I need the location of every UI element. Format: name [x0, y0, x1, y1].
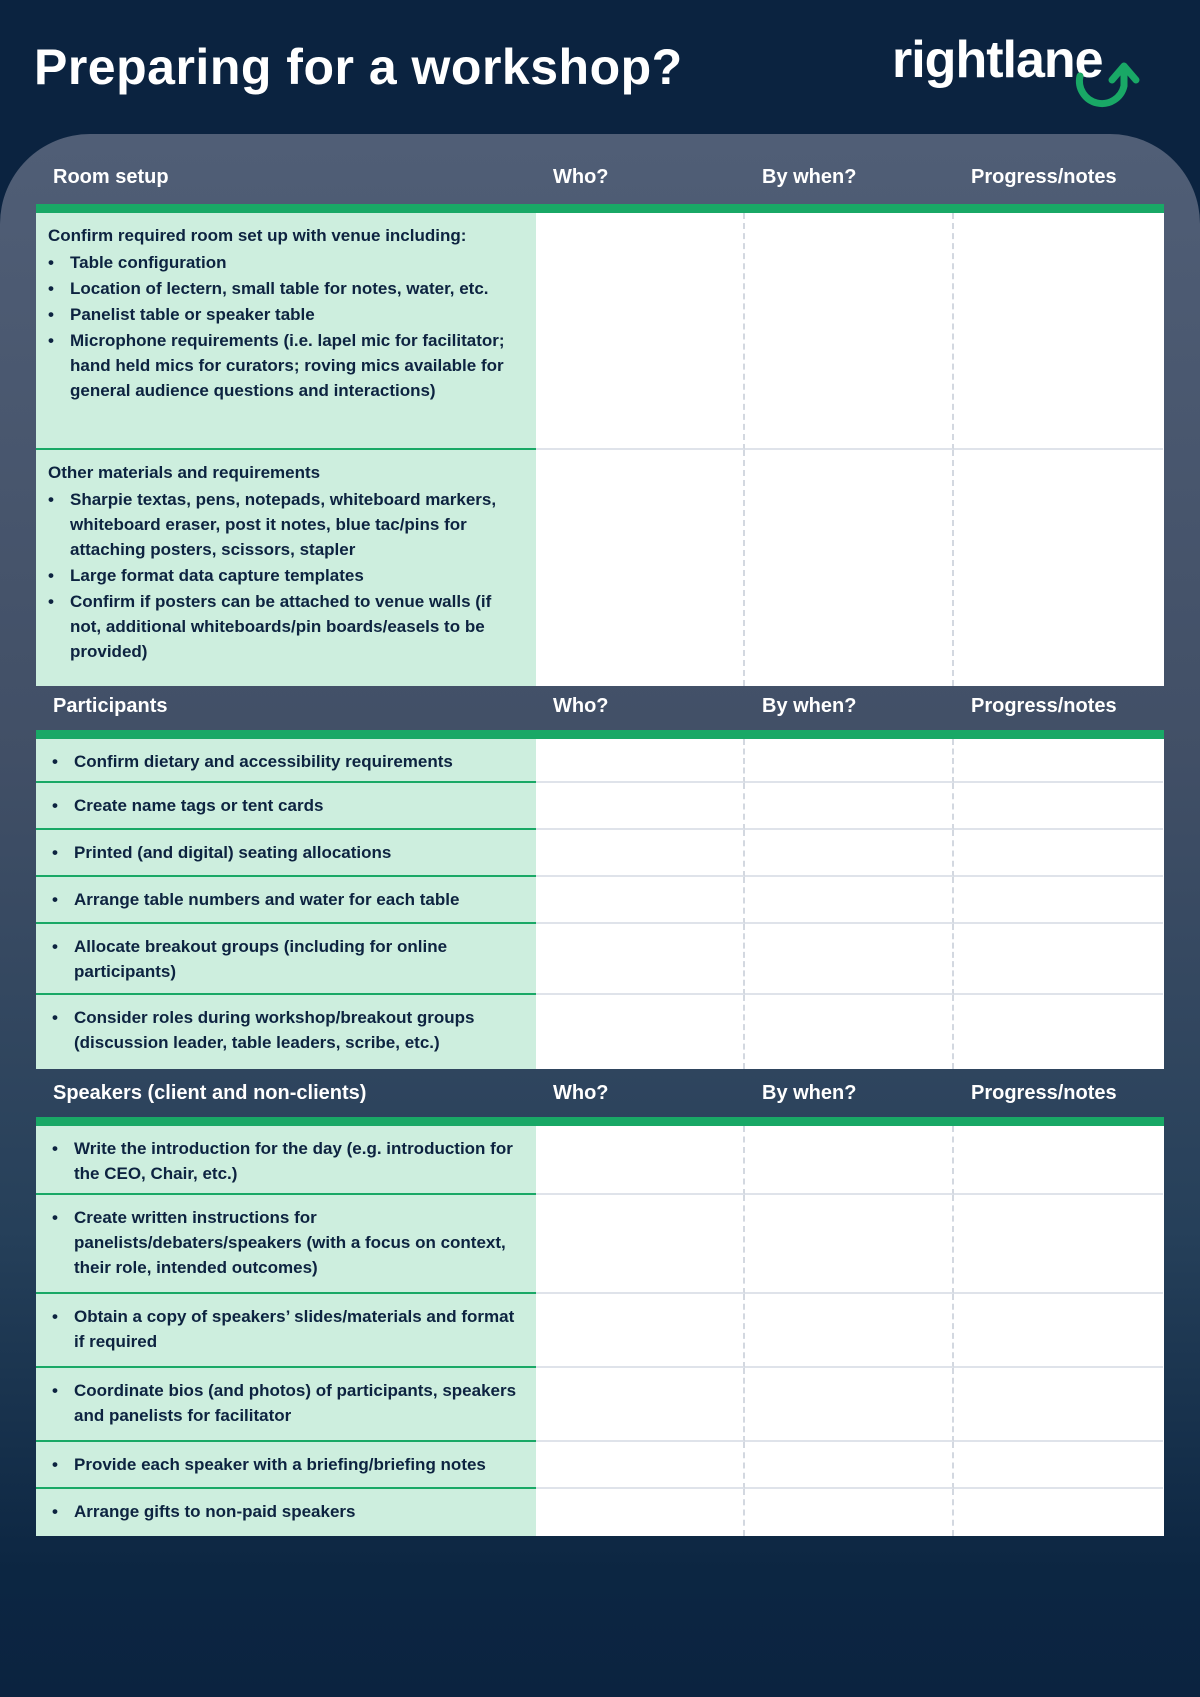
- section-title: Speakers (client and non-clients): [53, 1081, 367, 1104]
- who-cell[interactable]: [536, 1126, 745, 1195]
- task-cell: [36, 213, 536, 450]
- list-item: • Arrange gifts to non-paid speakers: [52, 1499, 522, 1524]
- who-cell[interactable]: [536, 450, 745, 686]
- list-item: • Table configuration: [48, 250, 522, 275]
- list-item: • Coordinate bios (and photos) of participants, speakers and panelists for facilitator: [52, 1378, 522, 1428]
- list-item: • Arrange table numbers and water for each table: [52, 887, 522, 912]
- table-row: [36, 1442, 1164, 1489]
- table-row: [36, 1368, 1164, 1442]
- progress-cell[interactable]: [954, 783, 1163, 830]
- who-cell[interactable]: [536, 783, 745, 830]
- column-who: Who?: [553, 695, 609, 717]
- by-when-cell[interactable]: [745, 213, 954, 450]
- task-cell: [36, 1294, 536, 1368]
- table-row: [36, 739, 1164, 783]
- who-cell[interactable]: [536, 995, 745, 1069]
- by-when-cell[interactable]: [745, 739, 954, 783]
- list-item: • Create written instructions for panelists/debaters/speakers (with a focus on context, their role, intended outcomes): [52, 1205, 522, 1280]
- task-cell: [36, 450, 536, 686]
- by-when-cell[interactable]: [745, 1294, 954, 1368]
- table-row: [36, 1294, 1164, 1368]
- task-cell: [36, 1442, 536, 1489]
- task-cell: [36, 877, 536, 924]
- by-when-cell[interactable]: [745, 1489, 954, 1536]
- progress-cell[interactable]: [954, 830, 1163, 877]
- list-item: • Write the introduction for the day (e.g. introduction for the CEO, Chair, etc.): [52, 1136, 522, 1186]
- progress-cell[interactable]: [954, 1294, 1163, 1368]
- by-when-cell[interactable]: [745, 877, 954, 924]
- list-item: • Location of lectern, small table for notes, water, etc.: [48, 276, 522, 301]
- section-header: [36, 683, 1164, 739]
- table-row: [36, 1126, 1164, 1195]
- progress-cell[interactable]: [954, 1368, 1163, 1442]
- progress-cell[interactable]: [954, 1126, 1163, 1195]
- task-cell: [36, 830, 536, 877]
- progress-cell[interactable]: [954, 877, 1163, 924]
- page-title: Preparing for a workshop?: [34, 39, 683, 95]
- logo-wordmark: rightlane: [892, 31, 1103, 89]
- by-when-cell[interactable]: [745, 1195, 954, 1294]
- list-item: • Microphone requirements (i.e. lapel mic for facilitator; hand held mics for curators; roving mics available for general audience questions and interactions): [48, 328, 522, 403]
- table-row: [36, 213, 1164, 450]
- column-progress: Progress/notes: [971, 1081, 1117, 1104]
- progress-cell[interactable]: [954, 1489, 1163, 1536]
- task-cell: [36, 1195, 536, 1294]
- by-when-cell[interactable]: [745, 995, 954, 1069]
- section-header: [36, 150, 1164, 213]
- task-cell: [36, 924, 536, 995]
- list-item: • Obtain a copy of speakers’ slides/materials and format if required: [52, 1304, 522, 1354]
- column-by-when: By when?: [762, 165, 857, 188]
- list-item: • Confirm if posters can be attached to venue walls (if not, additional whiteboards/pin boards/easels to be provided): [48, 589, 522, 664]
- progress-cell[interactable]: [954, 213, 1163, 450]
- progress-cell[interactable]: [954, 924, 1163, 995]
- column-progress: Progress/notes: [971, 695, 1117, 717]
- task-cell: [36, 995, 536, 1069]
- table-row: [36, 1195, 1164, 1294]
- section-participants: [36, 683, 1164, 1069]
- by-when-cell[interactable]: [745, 1368, 954, 1442]
- task-cell: [36, 783, 536, 830]
- section-room-setup: [36, 150, 1164, 686]
- by-when-cell[interactable]: [745, 783, 954, 830]
- task-intro: Confirm required room set up with venue including:: [48, 226, 467, 245]
- by-when-cell[interactable]: [745, 830, 954, 877]
- task-cell: [36, 1489, 536, 1536]
- progress-cell[interactable]: [954, 1442, 1163, 1489]
- by-when-cell[interactable]: [745, 1442, 954, 1489]
- by-when-cell[interactable]: [745, 924, 954, 995]
- who-cell[interactable]: [536, 1442, 745, 1489]
- task-cell: [36, 1126, 536, 1195]
- section-header: [36, 1069, 1164, 1126]
- by-when-cell[interactable]: [745, 450, 954, 686]
- column-by-when: By when?: [762, 695, 857, 717]
- who-cell[interactable]: [536, 1195, 745, 1294]
- by-when-cell[interactable]: [745, 1126, 954, 1195]
- list-item: • Provide each speaker with a briefing/briefing notes: [52, 1452, 522, 1477]
- list-item: • Sharpie textas, pens, notepads, whiteboard markers, whiteboard eraser, post it notes, blue tac/pins for attaching posters, scissors, stapler: [48, 487, 522, 562]
- task-intro: Other materials and requirements: [48, 463, 321, 482]
- section-title: Participants: [53, 695, 168, 717]
- list-item: • Large format data capture templates: [48, 563, 522, 588]
- table-row: [36, 877, 1164, 924]
- column-by-when: By when?: [762, 1081, 857, 1104]
- list-item: • Allocate breakout groups (including for online participants): [52, 934, 522, 984]
- table-row: [36, 995, 1164, 1069]
- who-cell[interactable]: [536, 877, 745, 924]
- table-row: [36, 830, 1164, 877]
- progress-cell[interactable]: [954, 450, 1163, 686]
- column-who: Who?: [553, 1081, 609, 1104]
- task-cell: [36, 739, 536, 783]
- who-cell[interactable]: [536, 213, 745, 450]
- who-cell[interactable]: [536, 830, 745, 877]
- who-cell[interactable]: [536, 1489, 745, 1536]
- table-row: [36, 783, 1164, 830]
- list-item: • Panelist table or speaker table: [48, 302, 522, 327]
- table-row: [36, 450, 1164, 686]
- who-cell[interactable]: [536, 1294, 745, 1368]
- rightlane-logo: [892, 30, 1162, 122]
- table-row: [36, 924, 1164, 995]
- progress-cell[interactable]: [954, 1195, 1163, 1294]
- column-who: Who?: [553, 165, 609, 188]
- who-cell[interactable]: [536, 739, 745, 783]
- list-item: • Consider roles during workshop/breakout groups (discussion leader, table leaders, scribe, etc.): [52, 1005, 522, 1055]
- progress-cell[interactable]: [954, 995, 1163, 1069]
- who-cell[interactable]: [536, 924, 745, 995]
- table-row: [36, 1489, 1164, 1536]
- column-progress: Progress/notes: [971, 165, 1117, 188]
- logo-arrow-icon: [1070, 58, 1150, 122]
- who-cell[interactable]: [536, 1368, 745, 1442]
- section-title: Room setup: [53, 165, 169, 188]
- list-item: • Create name tags or tent cards: [52, 793, 522, 818]
- list-item: • Printed (and digital) seating allocations: [52, 840, 522, 865]
- progress-cell[interactable]: [954, 739, 1163, 783]
- task-cell: [36, 1368, 536, 1442]
- section-speakers: [36, 1069, 1164, 1536]
- list-item: • Confirm dietary and accessibility requirements: [52, 749, 522, 774]
